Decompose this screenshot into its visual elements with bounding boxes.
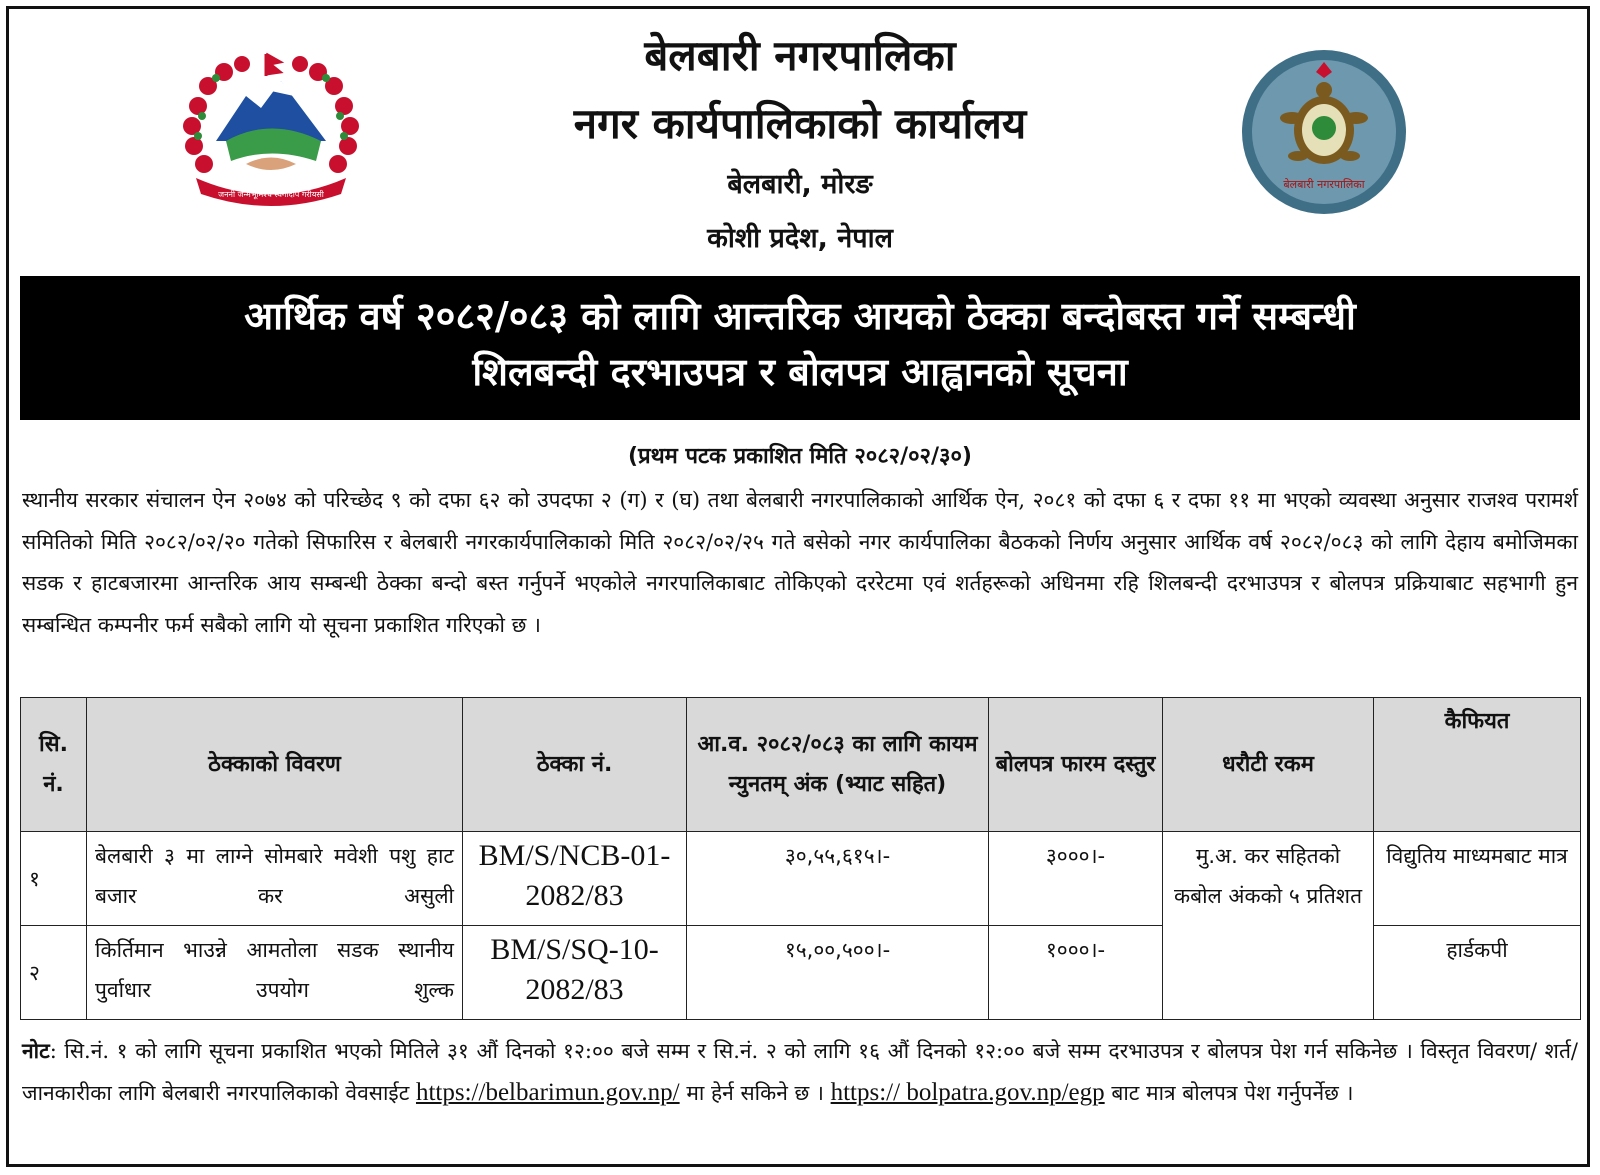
- egp-link[interactable]: https:// bolpatra.gov.np/egp: [830, 1079, 1105, 1106]
- note-text-2: मा हेर्न सकिने छ ।: [686, 1081, 824, 1105]
- cell-deposit: मु.अ. कर सहितको कबोल अंकको ५ प्रतिशत: [1163, 832, 1374, 1020]
- note-text-3: बाट मात्र बोलपत्र पेश गर्नुपर्नेछ ।: [1111, 1081, 1354, 1105]
- col-header-min-amount: आ.व. २०८२/०८३ का लागि कायम न्युनतम् अंक (भ्याट सहित): [687, 698, 989, 832]
- cell-min-amount: ३०,५५,६१५।-: [687, 832, 989, 926]
- col-header-contract-no: ठेक्का नं.: [463, 698, 687, 832]
- contract-table: [20, 697, 1581, 1020]
- col-header-desc: ठेक्काको विवरण: [87, 698, 463, 832]
- seal-text: बेलबारी नगरपालिका: [1283, 178, 1365, 191]
- col-header-form-fee: बोलपत्र फारम दस्तुर: [989, 698, 1163, 832]
- cell-desc: किर्तिमान भाउन्ने आमतोला सडक स्थानीय पुर्वाधार उपयोग शुल्क: [87, 926, 463, 1020]
- col-header-remarks: कैफियत: [1374, 698, 1581, 832]
- cell-remarks: विद्युतिय माध्यमबाट मात्र: [1374, 832, 1581, 926]
- cell-contract-no: BM/S/NCB-01-2082/83: [463, 832, 687, 926]
- cell-contract-no: BM/S/SQ-10-2082/83: [463, 926, 687, 1020]
- province-country: कोशी प्रदेश, नेपाल: [707, 223, 893, 254]
- cell-form-fee: ३०००।-: [989, 832, 1163, 926]
- col-header-deposit: धरौटी रकम: [1163, 698, 1374, 832]
- municipality-name: बेलबारी नगरपालिका: [644, 31, 956, 80]
- publish-date: (प्रथम पटक प्रकाशित मिति २०८२/०२/३०): [628, 444, 972, 469]
- cell-form-fee: १०००।-: [989, 926, 1163, 1020]
- cell-remarks: हार्डकपी: [1374, 926, 1581, 1020]
- col-header-sn: सि. नं.: [21, 698, 87, 832]
- website-link[interactable]: https://belbarimun.gov.np/: [415, 1079, 680, 1106]
- note-label: नोट: [22, 1039, 50, 1063]
- note-text-1: सि.नं. १ को लागि सूचना प्रकाशित भएको मितिले ३१ औं दिनको १२:०० बजे सम्म र सि.नं. २ को लागि १६ औं दिनको १२:०० बजे सम्म दरभाउपत्र र बोलपत्र पेश गर्न सकिनेछ । विस्तृत विवरण/ शर्त/ जानकारीका लागि बेलबारी नगरपालिकाको वेवसाईट: [22, 1039, 1578, 1105]
- intro-paragraph: स्थानीय सरकार संचालन ऐन २०७४ को परिच्छेद ९ को दफा ६२ को उपदफा २ (ग) र (घ) तथा बेलबारी नगरपालिकाको आर्थिक ऐन, २०८१ को दफा ६ र दफा ११ मा भएको व्यवस्था अनुसार राजश्व परामर्श समितिको मिति २०८२/०२/२० गतेको सिफारिस र बेलबारी नगरकार्यपालिकाको मिति २०८२/०२/२५ गते बसेको नगर कार्यपालिका बैठकको निर्णय अनुसार आर्थिक वर्ष २०८२/०८३ को लागि देहाय बमोजिमका सडक र हाटबजारमा आन्तरिक आय सम्बन्धी ठेक्का बन्दो बस्त गर्नुपर्ने भएकोले नगरपालिकाबाट तोकिएको दररेटमा एवं शर्तहरूको अधिनमा रहि शिलबन्दी दरभाउपत्र र बोलपत्र प्रक्रियाबाट सहभागी हुन सम्बन्धित कम्पनीर फर्म सबैको लागि यो सूचना प्रकाशित गरिएको छ ।: [22, 488, 1578, 637]
- office-location: बेलबारी, मोरङ: [727, 169, 873, 200]
- cell-sn: १: [21, 832, 87, 926]
- table-header-row: [21, 698, 1581, 832]
- banner-line-2: शिलबन्दी दरभाउपत्र र बोलपत्र आह्वानको सूचना: [472, 350, 1128, 394]
- emblem-motto: जननी जन्मभूमिश्च स्वर्गादपि गरीयसी: [218, 190, 324, 199]
- banner-line-1: आर्थिक वर्ष २०८२/०८३ को लागि आन्तरिक आयको ठेक्का बन्दोबस्त गर्ने सम्बन्धी: [244, 294, 1356, 338]
- cell-sn: २: [21, 926, 87, 1020]
- note-paragraph: नोट: सि.नं. १ को लागि सूचना प्रकाशित भएको मितिले ३१ औं दिनको १२:०० बजे सम्म र सि.नं. २ को लागि १६ औं दिनको १२:०० बजे सम्म दरभाउपत्र र बोलपत्र पेश गर्न सकिनेछ । विस्तृत विवरण/ शर्त/ जानकारीका लागि बेलबारी नगरपालिकाको वेवसाईट https://belbarimun.gov.np/ मा हेर्न सकिने छ । https:// bolpatra.gov.np/egp बाट मात्र बोलपत्र पेश गर्नुपर्नेछ ।: [22, 1039, 1578, 1106]
- office-name: नगर कार्यपालिकाको कार्यालय: [573, 99, 1027, 148]
- cell-min-amount: १५,००,५००।-: [687, 926, 989, 1020]
- notice-title-banner: [20, 276, 1580, 420]
- cell-desc: बेलबारी ३ मा लाग्ने सोमबारे मवेशी पशु हाट बजार कर असुली: [87, 832, 463, 926]
- table-row: [21, 832, 1581, 926]
